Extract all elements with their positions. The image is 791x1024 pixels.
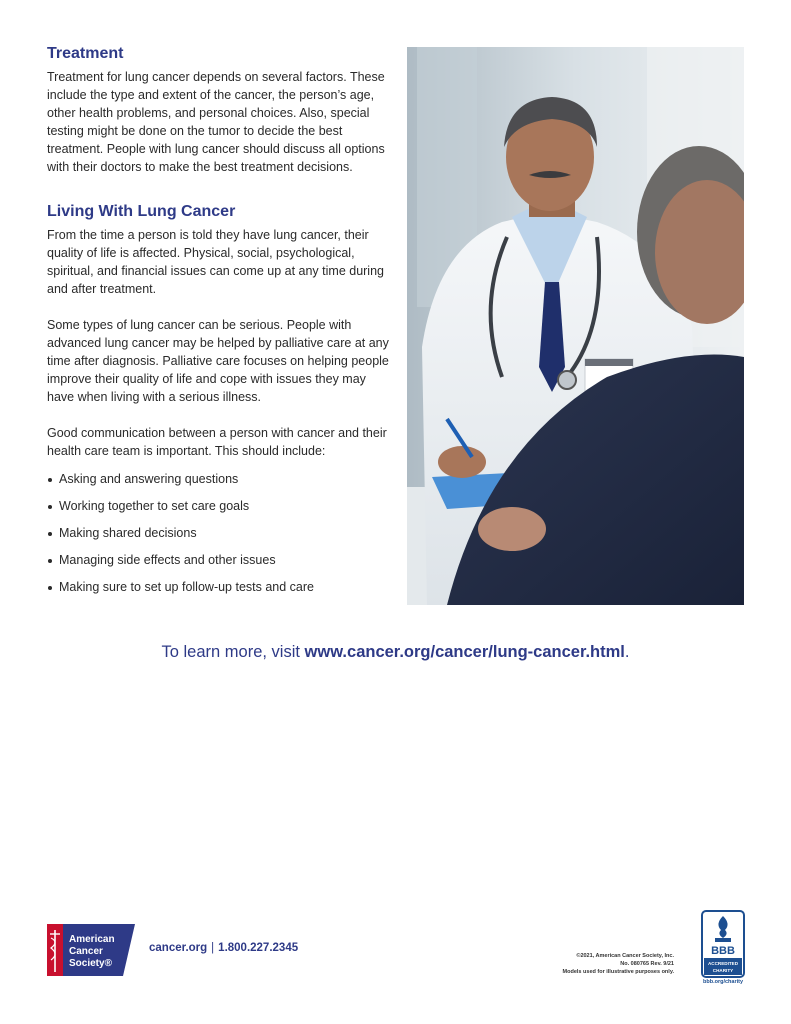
living-paragraph-1: From the time a person is told they have lung cancer, their quality of life is affected. Physical, social, psychological, spiritual, and financial issues can come up at any time during and after treatment. [47,228,384,296]
main-text-column [47,44,392,605]
logo-line-1: American [69,934,115,945]
bbb-letters: BBB [711,945,735,957]
bbb-accredited-charity-seal[interactable] [701,910,745,986]
copyright-line: ©2021, American Cancer Society, Inc. [576,953,674,959]
bbb-charity: CHARITY [712,968,734,973]
footer-separator: | [211,942,215,954]
bbb-accredited: ACCREDITED [707,961,739,966]
doctor-patient-photo [407,47,744,605]
living-heading: Living With Lung Cancer [47,203,236,220]
learn-more-line [0,643,791,662]
logo-line-2: Cancer [69,946,103,957]
living-paragraph-2: Some types of lung cancer can be serious. People with advanced lung cancer may be helped by palliative care at any time after diagnosis. Palliative care focuses on helping people improve their quality of life and cope with issues they may have when living with a serious illness. [47,318,389,404]
list-item: Working together to set care goals [47,497,392,515]
logo-line-3: Society® [69,958,112,969]
models-disclaimer: Models used for illustrative purposes only. [562,969,674,975]
footer-contact [149,942,298,954]
learn-more-suffix: . [624,643,630,661]
living-paragraph-3: Good communication between a person with cancer and their health care team is important. This should include: [47,426,387,458]
list-item: Making shared decisions [47,524,392,542]
communication-list [47,470,392,596]
footer-phone[interactable]: 1.800.227.2345 [218,942,299,954]
learn-more-prefix: To learn more, visit [161,643,305,661]
bbb-url[interactable]: bbb.org/charity [702,979,744,985]
legal-text [563,952,674,976]
learn-more-link[interactable]: www.cancer.org/cancer/lung-cancer.html [304,643,625,661]
footer-website-link[interactable]: cancer.org [149,942,208,954]
list-item: Making sure to set up follow-up tests and care [47,578,392,596]
treatment-heading: Treatment [47,45,124,62]
treatment-paragraph: Treatment for lung cancer depends on several factors. These include the type and extent of the cancer, the person’s age, other health problems, and personal choices. Also, special testing might be done on the tumor to decide the best treatment. People with lung cancer should discuss all options with their doctors to make the best treatment decisions. [47,70,385,174]
american-cancer-society-logo[interactable] [47,924,135,976]
list-item: Asking and answering questions [47,470,392,488]
document-number: No. 080765 Rev. 9/21 [620,961,674,967]
list-item: Managing side effects and other issues [47,551,392,569]
